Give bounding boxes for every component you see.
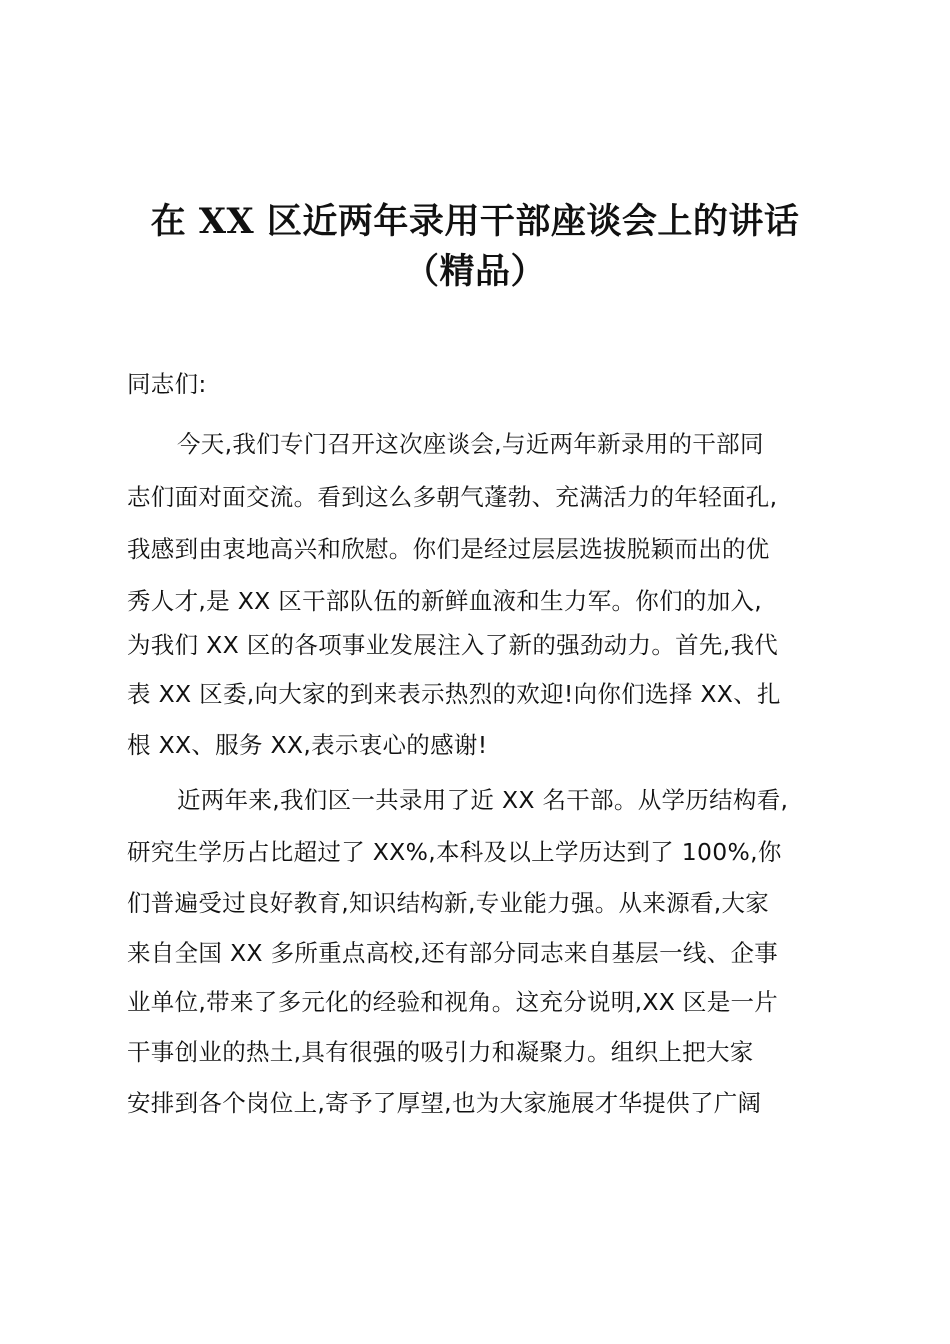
paragraph-line: 业单位,带来了多元化的经验和视角。这充分说明,XX 区是一片 (127, 988, 779, 1016)
paragraph-line: 我感到由衷地高兴和欣慰。你们是经过层层选拔脱颖而出的优 (127, 535, 770, 563)
salutation: 同志们: (127, 370, 207, 398)
paragraph-line: 秀人才,是 XX 区干部队伍的新鲜血液和生力军。你们的加入, (127, 587, 763, 615)
paragraph-line: 干事创业的热土,具有很强的吸引力和凝聚力。组织上把大家 (127, 1038, 754, 1066)
paragraph-line: 表 XX 区委,向大家的到来表示热烈的欢迎!向你们选择 XX、扎 (127, 680, 781, 708)
document-title-line-1: 在 XX 区近两年录用干部座谈会上的讲话 (150, 201, 800, 242)
paragraph-line: 今天,我们专门召开这次座谈会,与近两年新录用的干部同 (177, 430, 764, 458)
paragraph-line: 为我们 XX 区的各项事业发展注入了新的强劲动力。首先,我代 (127, 631, 779, 659)
paragraph-line: 安排到各个岗位上,寄予了厚望,也为大家施展才华提供了广阔 (127, 1089, 762, 1117)
paragraph-line: 研究生学历占比超过了 XX%,本科及以上学历达到了 100%,你 (127, 838, 782, 866)
paragraph-line: 志们面对面交流。看到这么多朝气蓬勃、充满活力的年轻面孔, (127, 483, 778, 511)
paragraph-line: 近两年来,我们区一共录用了近 XX 名干部。从学历结构看, (177, 786, 789, 814)
paragraph-line: 来自全国 XX 多所重点高校,还有部分同志来自基层一线、企事 (127, 939, 779, 967)
paragraph-line: 们普遍受过良好教育,知识结构新,专业能力强。从来源看,大家 (127, 889, 770, 917)
paragraph-line: 根 XX、服务 XX,表示衷心的感谢! (127, 731, 488, 759)
document-title-line-2: （精品） (403, 251, 546, 292)
